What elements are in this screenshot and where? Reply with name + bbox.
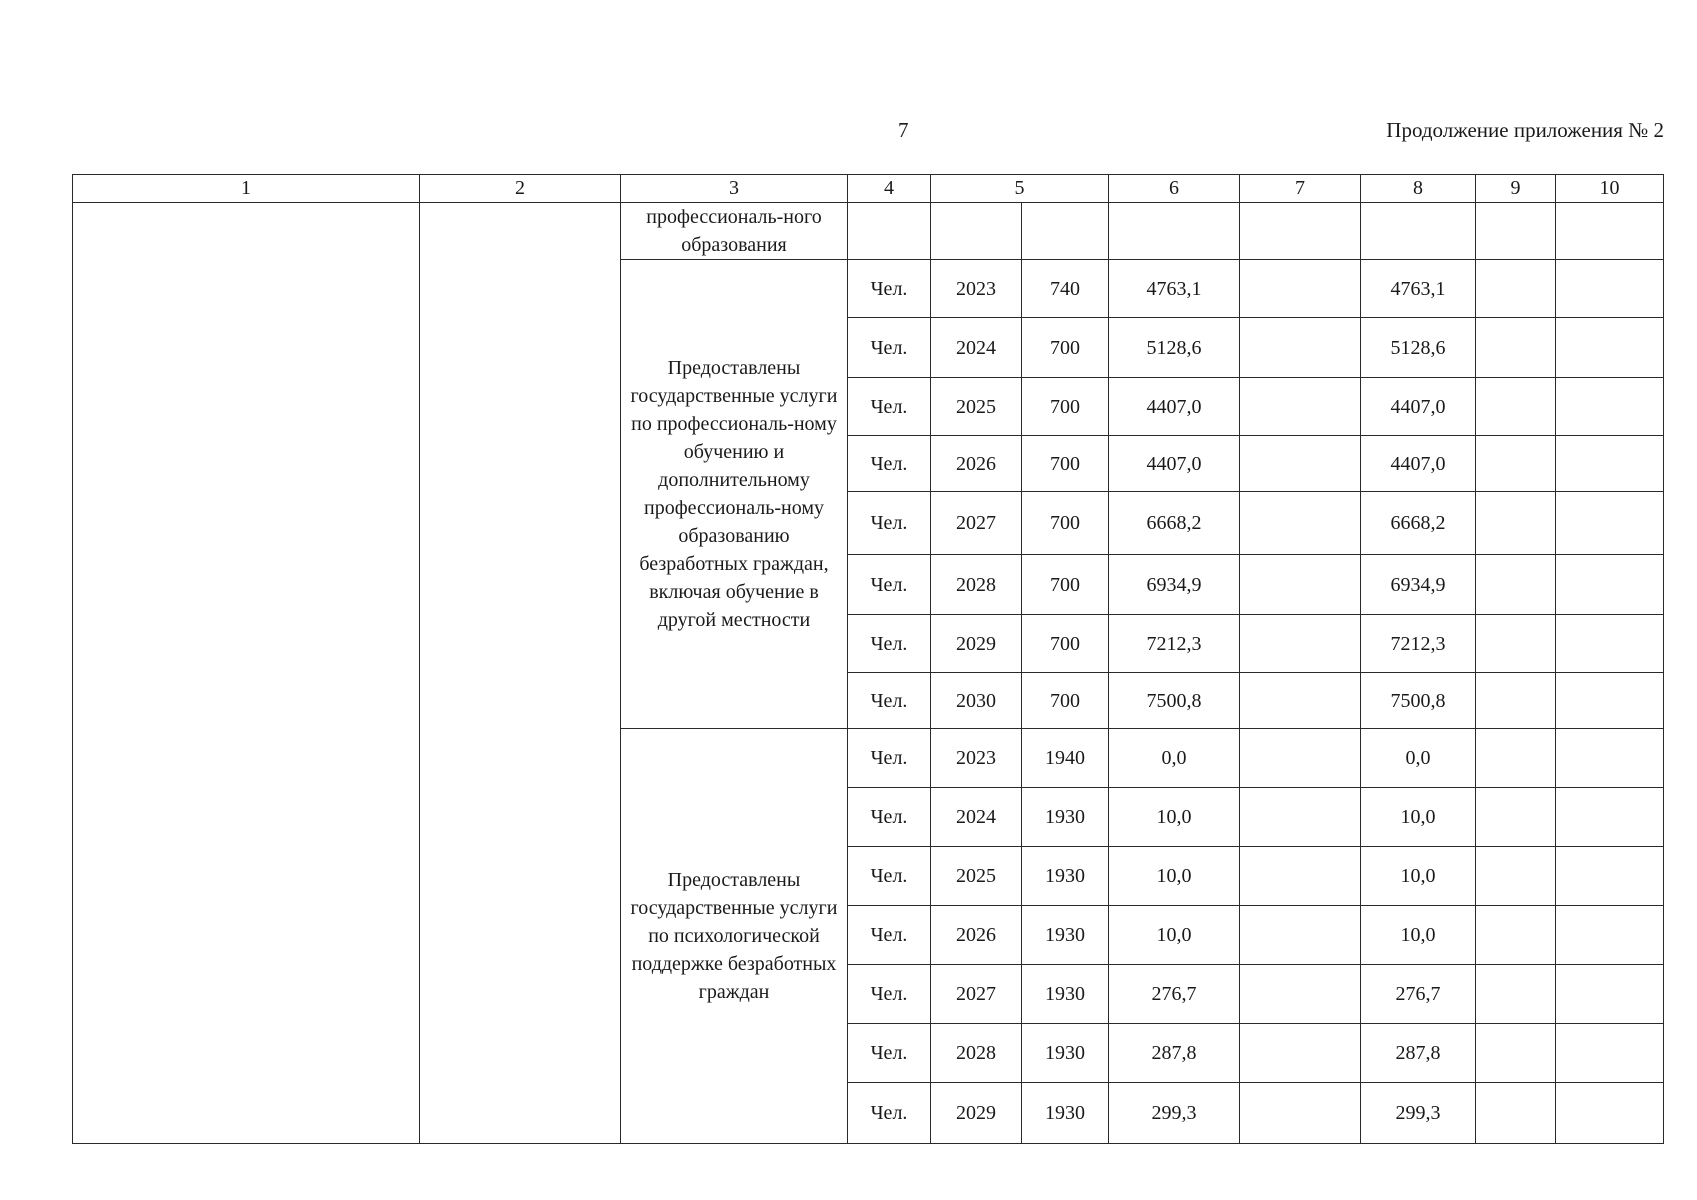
- col6-cell: 7212,3: [1109, 615, 1240, 673]
- col6-cell: 10,0: [1109, 847, 1240, 906]
- col6-cell: 4763,1: [1109, 260, 1240, 318]
- col8-cell: 10,0: [1361, 847, 1476, 906]
- col9-cell: [1476, 318, 1556, 378]
- col7-cell: [1240, 555, 1361, 615]
- count-cell: 700: [1022, 436, 1109, 492]
- col6-cell: 4407,0: [1109, 378, 1240, 436]
- count-cell: [1022, 203, 1109, 260]
- column-number: 5: [931, 175, 1109, 203]
- column-number-row: [73, 175, 1664, 203]
- col8-cell: 4407,0: [1361, 436, 1476, 492]
- column-number: 4: [848, 175, 931, 203]
- col10-cell: [1556, 1024, 1664, 1083]
- col6-cell: 10,0: [1109, 788, 1240, 847]
- col8-cell: 4763,1: [1361, 260, 1476, 318]
- col9-cell: [1476, 847, 1556, 906]
- unit-cell: Чел.: [848, 378, 931, 436]
- unit-cell: Чел.: [848, 673, 931, 729]
- col9-cell: [1476, 555, 1556, 615]
- col8-cell: 299,3: [1361, 1083, 1476, 1144]
- year-cell: 2030: [931, 673, 1022, 729]
- year-cell: 2027: [931, 492, 1022, 555]
- col8-cell: 7212,3: [1361, 615, 1476, 673]
- count-cell: 700: [1022, 318, 1109, 378]
- col10-cell: [1556, 673, 1664, 729]
- unit-cell: Чел.: [848, 788, 931, 847]
- col9-cell: [1476, 615, 1556, 673]
- year-cell: 2029: [931, 1083, 1022, 1144]
- unit-cell: Чел.: [848, 965, 931, 1024]
- col8-cell: 276,7: [1361, 965, 1476, 1024]
- count-cell: 700: [1022, 555, 1109, 615]
- col6-cell: [1109, 203, 1240, 260]
- col6-cell: 6668,2: [1109, 492, 1240, 555]
- col7-cell: [1240, 378, 1361, 436]
- service-description-cell: Предоставлены государственные услуги по психологической поддержке безработных граждан: [621, 729, 848, 1144]
- unit-cell: Чел.: [848, 260, 931, 318]
- column-number: 3: [621, 175, 848, 203]
- col8-cell: 7500,8: [1361, 673, 1476, 729]
- col7-cell: [1240, 203, 1361, 260]
- unit-cell: Чел.: [848, 318, 931, 378]
- count-cell: 1930: [1022, 1083, 1109, 1144]
- year-cell: 2026: [931, 906, 1022, 965]
- col6-cell: 4407,0: [1109, 436, 1240, 492]
- unit-cell: Чел.: [848, 555, 931, 615]
- column-number: 7: [1240, 175, 1361, 203]
- col9-cell: [1476, 729, 1556, 788]
- column-number: 8: [1361, 175, 1476, 203]
- table-row: [73, 203, 1664, 260]
- col9-cell: [1476, 378, 1556, 436]
- col10-cell: [1556, 847, 1664, 906]
- unit-cell: Чел.: [848, 615, 931, 673]
- col8-cell: 0,0: [1361, 729, 1476, 788]
- year-cell: 2028: [931, 1024, 1022, 1083]
- col10-cell: [1556, 318, 1664, 378]
- year-cell: 2024: [931, 318, 1022, 378]
- col8-cell: 10,0: [1361, 906, 1476, 965]
- col10-cell: [1556, 378, 1664, 436]
- column-number: 9: [1476, 175, 1556, 203]
- col7-cell: [1240, 436, 1361, 492]
- col8-cell: 6934,9: [1361, 555, 1476, 615]
- col8-cell: 5128,6: [1361, 318, 1476, 378]
- count-cell: 700: [1022, 492, 1109, 555]
- unit-cell: Чел.: [848, 436, 931, 492]
- count-cell: 700: [1022, 673, 1109, 729]
- col9-cell: [1476, 1083, 1556, 1144]
- year-cell: 2023: [931, 260, 1022, 318]
- col10-cell: [1556, 492, 1664, 555]
- col7-cell: [1240, 260, 1361, 318]
- unit-cell: Чел.: [848, 847, 931, 906]
- col10-cell: [1556, 965, 1664, 1024]
- col7-cell: [1240, 729, 1361, 788]
- year-cell: 2024: [931, 788, 1022, 847]
- col7-cell: [1240, 965, 1361, 1024]
- col6-cell: 10,0: [1109, 906, 1240, 965]
- column-1-cell: [73, 203, 420, 1144]
- col6-cell: 6934,9: [1109, 555, 1240, 615]
- year-cell: 2025: [931, 378, 1022, 436]
- col8-cell: 4407,0: [1361, 378, 1476, 436]
- year-cell: 2029: [931, 615, 1022, 673]
- col6-cell: 287,8: [1109, 1024, 1240, 1083]
- col8-cell: 6668,2: [1361, 492, 1476, 555]
- count-cell: 1930: [1022, 1024, 1109, 1083]
- count-cell: 1930: [1022, 788, 1109, 847]
- unit-cell: Чел.: [848, 492, 931, 555]
- col7-cell: [1240, 1024, 1361, 1083]
- unit-cell: Чел.: [848, 729, 931, 788]
- column-number: 2: [420, 175, 621, 203]
- col10-cell: [1556, 260, 1664, 318]
- col7-cell: [1240, 492, 1361, 555]
- column-2-cell: [420, 203, 621, 1144]
- year-cell: 2025: [931, 847, 1022, 906]
- column-number: 6: [1109, 175, 1240, 203]
- count-cell: 700: [1022, 615, 1109, 673]
- unit-cell: Чел.: [848, 1083, 931, 1144]
- col7-cell: [1240, 615, 1361, 673]
- unit-cell: Чел.: [848, 906, 931, 965]
- col6-cell: 299,3: [1109, 1083, 1240, 1144]
- count-cell: 1930: [1022, 906, 1109, 965]
- column-number: 1: [73, 175, 420, 203]
- year-cell: [931, 203, 1022, 260]
- col8-cell: [1361, 203, 1476, 260]
- col10-cell: [1556, 203, 1664, 260]
- col9-cell: [1476, 965, 1556, 1024]
- year-cell: 2027: [931, 965, 1022, 1024]
- col6-cell: 0,0: [1109, 729, 1240, 788]
- col8-cell: 10,0: [1361, 788, 1476, 847]
- year-cell: 2026: [931, 436, 1022, 492]
- year-cell: 2028: [931, 555, 1022, 615]
- count-cell: 1930: [1022, 847, 1109, 906]
- count-cell: 700: [1022, 378, 1109, 436]
- col10-cell: [1556, 436, 1664, 492]
- year-cell: 2023: [931, 729, 1022, 788]
- col9-cell: [1476, 203, 1556, 260]
- col10-cell: [1556, 788, 1664, 847]
- col8-cell: 287,8: [1361, 1024, 1476, 1083]
- continued-description-cell: профессиональ-ного образования: [621, 203, 848, 260]
- col9-cell: [1476, 788, 1556, 847]
- col7-cell: [1240, 318, 1361, 378]
- page-number: 7: [898, 118, 909, 142]
- unit-cell: Чел.: [848, 1024, 931, 1083]
- appendix-table: [72, 174, 1664, 1144]
- count-cell: 1940: [1022, 729, 1109, 788]
- col9-cell: [1476, 1024, 1556, 1083]
- col6-cell: 276,7: [1109, 965, 1240, 1024]
- col9-cell: [1476, 436, 1556, 492]
- col10-cell: [1556, 906, 1664, 965]
- service-description-cell: Предоставлены государственные услуги по профессиональ-ному обучению и дополнительному профессиональ-ному образованию безработных граждан, включая обучение в другой местности: [621, 260, 848, 729]
- appendix-continuation-header: Продолжение приложения № 2: [1386, 118, 1664, 142]
- col7-cell: [1240, 673, 1361, 729]
- col10-cell: [1556, 729, 1664, 788]
- col9-cell: [1476, 260, 1556, 318]
- col9-cell: [1476, 673, 1556, 729]
- col9-cell: [1476, 906, 1556, 965]
- col7-cell: [1240, 788, 1361, 847]
- col6-cell: 7500,8: [1109, 673, 1240, 729]
- col6-cell: 5128,6: [1109, 318, 1240, 378]
- count-cell: 1930: [1022, 965, 1109, 1024]
- col10-cell: [1556, 1083, 1664, 1144]
- column-number: 10: [1556, 175, 1664, 203]
- col7-cell: [1240, 847, 1361, 906]
- col10-cell: [1556, 555, 1664, 615]
- col10-cell: [1556, 615, 1664, 673]
- col7-cell: [1240, 906, 1361, 965]
- unit-cell: [848, 203, 931, 260]
- count-cell: 740: [1022, 260, 1109, 318]
- col9-cell: [1476, 492, 1556, 555]
- col7-cell: [1240, 1083, 1361, 1144]
